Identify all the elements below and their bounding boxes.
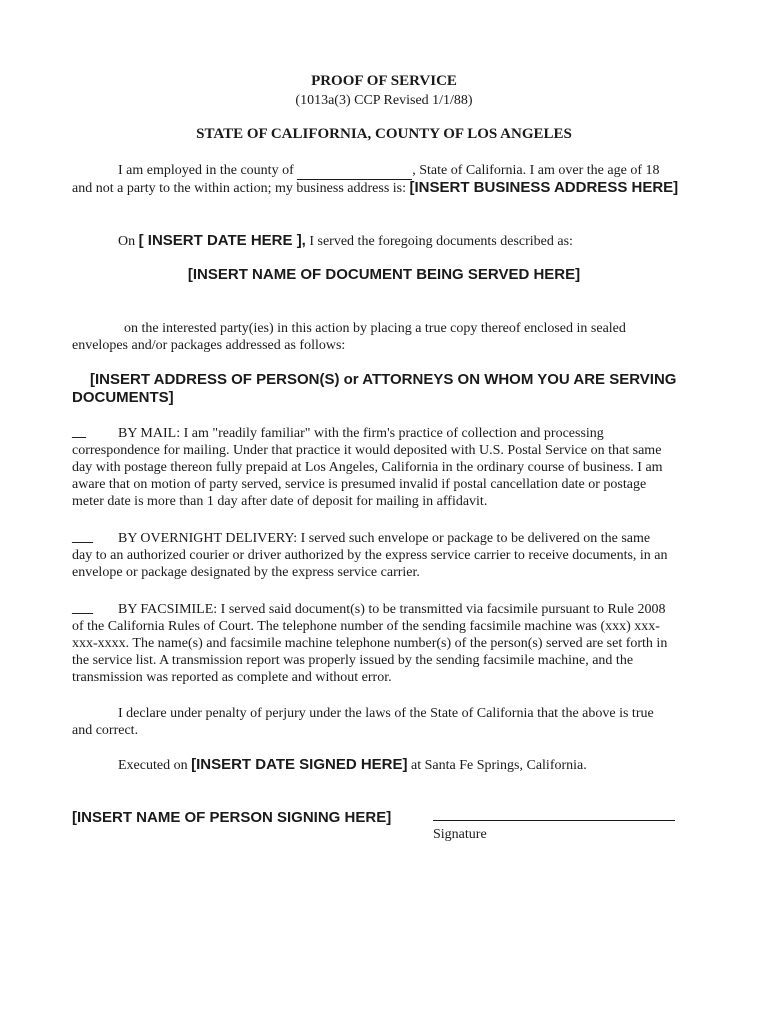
employment-text-c: and not a party to the within action; my business address is:	[72, 181, 410, 196]
signature-label: Signature	[433, 827, 487, 842]
by-mail-line-1: BY MAIL: I am "readily familiar" with the firm's practice of collection and processing	[118, 426, 604, 441]
by-mail-line-4: aware that on motion of party served, service is presumed invalid if postal cancellation date or postage	[72, 477, 647, 492]
by-mail-line-2: correspondence for mailing. Under that practice it would deposited with U.S. Postal Service on that same	[72, 443, 662, 458]
on-label: On	[118, 234, 139, 249]
employment-text-b: , State of California. I am over the age of 18	[412, 163, 660, 178]
declaration-line-1: I declare under penalty of perjury under the laws of the State of California that the above is true	[118, 706, 654, 721]
by-facsimile-line-2: of the California Rules of Court. The telephone number of the sending facsimile machine was (xxx) xxx-	[72, 619, 660, 634]
by-overnight-line-2: day to an authorized courier or driver authorized by the express service carrier to receive documents, in an	[72, 548, 668, 563]
jurisdiction-heading: STATE OF CALIFORNIA, COUNTY OF LOS ANGELES	[196, 126, 572, 142]
employment-line-2	[72, 179, 678, 197]
county-blank	[297, 162, 412, 180]
executed-on-label: Executed on	[118, 758, 192, 773]
by-mail-line-3: day with postage thereon fully prepaid at Los Angeles, California in the ordinary course of business. I am	[72, 460, 663, 475]
by-overnight-checkbox-blank: ___	[72, 530, 93, 545]
by-facsimile-checkbox-blank: ___	[72, 601, 93, 616]
service-date-line	[118, 232, 573, 250]
date-placeholder: [ INSERT DATE HERE ],	[138, 232, 306, 249]
by-mail-checkbox-blank: __	[72, 425, 86, 440]
declaration-line-2: and correct.	[72, 723, 139, 738]
by-facsimile-line-1: BY FACSIMILE: I served said document(s) to be transmitted via facsimile pursuant to Rule 2008	[118, 602, 666, 617]
interested-parties-line-1: on the interested party(ies) in this action by placing a true copy thereof enclosed in sealed	[124, 321, 626, 336]
address-placeholder-line-2: DOCUMENTS]	[72, 389, 174, 406]
by-facsimile-line-4: the service list. A transmission report was properly issued by the sending facsimile machine, and the	[72, 653, 634, 668]
signature-line[interactable]	[433, 820, 675, 821]
document-subtitle: (1013a(3) CCP Revised 1/1/88)	[295, 93, 473, 108]
employment-line-1	[118, 162, 659, 180]
by-facsimile-line-5: transmission was reported as complete and without error.	[72, 670, 392, 685]
served-text: I served the foregoing documents described as:	[305, 234, 573, 249]
execution-line	[118, 756, 587, 774]
by-overnight-line-1: BY OVERNIGHT DELIVERY: I served such envelope or package to be delivered on the same	[118, 531, 651, 546]
address-placeholder-line-1: [INSERT ADDRESS OF PERSON(S) or ATTORNEYS ON WHOM YOU ARE SERVING	[90, 371, 677, 388]
by-mail-line-5: meter date is more than 1 day after date of deposit for mailing in affidavit.	[72, 494, 488, 509]
interested-parties-line-2: envelopes and/or packages addressed as follows:	[72, 338, 346, 353]
by-overnight-line-3: envelope or package designated by the express service carrier.	[72, 565, 420, 580]
business-address-placeholder: [INSERT BUSINESS ADDRESS HERE]	[409, 179, 679, 196]
execution-location: at Santa Fe Springs, California.	[407, 758, 587, 773]
document-placeholder: [INSERT NAME OF DOCUMENT BEING SERVED HERE]	[187, 266, 581, 283]
by-facsimile-line-3: xxx-xxxx. The name(s) and facsimile machine telephone number(s) of the person(s) served are set forth in	[72, 636, 668, 651]
document-title: PROOF OF SERVICE	[311, 73, 457, 89]
employment-text-a: I am employed in the county of	[118, 163, 298, 178]
date-signed-placeholder: [INSERT DATE SIGNED HERE]	[191, 756, 408, 773]
signer-name-placeholder: [INSERT NAME OF PERSON SIGNING HERE]	[72, 809, 392, 826]
